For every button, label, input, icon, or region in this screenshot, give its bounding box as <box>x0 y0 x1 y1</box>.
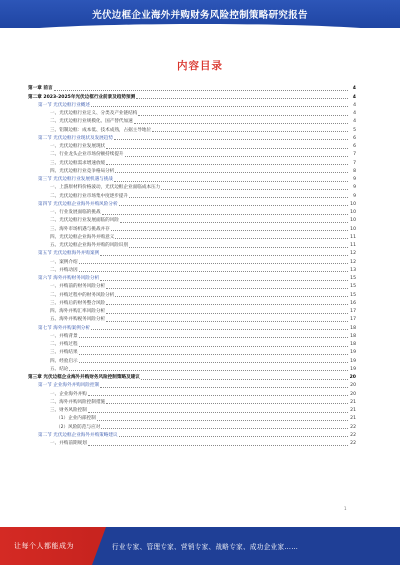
toc-entry[interactable] <box>28 158 356 166</box>
toc-entry-label: 第二节 光伏边框行业现状及发展趋势 <box>38 135 113 141</box>
toc-entry-label: 三、铝制边框：成本低、技术成熟，占据主导地位 <box>50 127 152 133</box>
toc-leader-dots <box>106 164 348 165</box>
toc-entry[interactable] <box>28 332 356 340</box>
toc-entry-page: 15 <box>350 284 356 290</box>
toc-leader-dots <box>69 370 348 371</box>
toc-entry-label: 二、行业龙头企业市场份额持续提升 <box>50 152 124 158</box>
toc-entry-page: 18 <box>350 325 356 331</box>
toc-entry-page: 11 <box>350 243 356 248</box>
toc-leader-dots <box>91 329 348 330</box>
toc-entry[interactable] <box>28 200 356 208</box>
toc-entry[interactable] <box>28 356 356 364</box>
toc-entry-page: 22 <box>350 441 356 446</box>
toc-entry-label: 一、并购前期规划 <box>50 441 87 446</box>
toc-entry-label: 第四节 光伏边框企业海外并购风险分析 <box>38 201 118 207</box>
toc-entry-page: 18 <box>350 342 356 347</box>
toc-entry-label: 第一章 前言 <box>28 86 53 92</box>
toc-entry[interactable] <box>28 348 356 356</box>
table-of-contents <box>28 84 356 447</box>
toc-entry-page: 10 <box>350 201 356 207</box>
toc-entry-label: 第二章 2023-2025年光伏边框行业前景及趋势预测 <box>28 94 136 100</box>
toc-entry-page: 21 <box>350 399 356 405</box>
toc-entry-label: 三、海外市场机遇与挑战并存 <box>50 226 110 232</box>
toc-entry[interactable] <box>28 109 356 117</box>
toc-entry-label: 二、光伏边框行业发展面临的风险 <box>50 218 119 224</box>
toc-entry-page: 4 <box>353 119 356 125</box>
toc-entry[interactable] <box>28 422 356 430</box>
toc-entry[interactable] <box>28 373 356 381</box>
toc-entry[interactable] <box>28 208 356 216</box>
toc-entry-label: 四、光伏边框行业竞争格局分析 <box>50 168 115 174</box>
toc-leader-dots <box>79 354 348 355</box>
toc-entry-label: 二、并购过程 <box>50 342 78 347</box>
toc-entry-page: 19 <box>350 366 356 372</box>
toc-leader-dots <box>129 247 348 248</box>
toc-entry-page: 12 <box>350 259 356 265</box>
toc-leader-dots <box>97 420 348 421</box>
toc-entry[interactable] <box>28 233 356 241</box>
toc-entry-label: 第三节 光伏边框行业发展机遇与挑战 <box>38 177 113 182</box>
toc-leader-dots <box>115 238 348 239</box>
toc-entry[interactable] <box>28 134 356 142</box>
toc-entry-page: 19 <box>350 350 356 356</box>
toc-entry[interactable] <box>28 175 356 183</box>
toc-entry-label: 一、企业海外并购 <box>50 391 87 397</box>
toc-entry[interactable] <box>28 117 356 125</box>
toc-entry-page: 7 <box>353 152 356 158</box>
toc-entry-page: 21 <box>350 416 356 422</box>
toc-leader-dots <box>152 131 348 132</box>
toc-entry[interactable] <box>28 323 356 331</box>
toc-leader-dots <box>119 205 348 206</box>
toc-entry-label: 二、并购过程中的财务风险分析 <box>50 292 115 298</box>
toc-leader-dots <box>79 346 348 347</box>
toc-entry-label: 第二节 光伏边框企业海外并购策略建议 <box>38 432 118 438</box>
toc-entry[interactable] <box>28 365 356 373</box>
toc-leader-dots <box>106 288 348 289</box>
toc-entry[interactable] <box>28 439 356 447</box>
toc-entry-label: 一、案例介绍 <box>50 259 78 265</box>
toc-entry[interactable] <box>28 125 356 133</box>
toc-leader-dots <box>54 90 348 91</box>
toc-entry-label: 第一节 企业海外并购风险控制 <box>38 383 100 389</box>
toc-entry-label: 一、光伏边框行业定义、分类及产业链结构 <box>50 111 138 116</box>
toc-leader-dots <box>106 313 348 314</box>
toc-entry[interactable] <box>28 257 356 265</box>
toc-entry-page: 4 <box>352 94 356 100</box>
toc-entry-page: 21 <box>350 408 356 413</box>
toc-leader-dots <box>106 148 348 149</box>
toc-entry[interactable] <box>28 101 356 109</box>
toc-entry[interactable] <box>28 299 356 307</box>
toc-leader-dots <box>115 172 348 173</box>
footer-slogan-left: 让每个人都能成为 <box>14 542 74 550</box>
toc-entry-label: 三、并购结果 <box>50 350 78 356</box>
toc-entry[interactable] <box>28 290 356 298</box>
toc-leader-dots <box>88 412 348 413</box>
toc-entry[interactable] <box>28 340 356 348</box>
toc-entry[interactable] <box>28 183 356 191</box>
toc-entry-page: 22 <box>350 432 356 438</box>
toc-leader-dots <box>136 98 348 99</box>
toc-leader-dots <box>100 387 348 388</box>
toc-entry-page: 22 <box>350 424 356 430</box>
toc-entry-page: 19 <box>350 358 356 364</box>
toc-heading: 内容目录 <box>177 60 223 72</box>
toc-entry-label: 五、光伏边框企业海外并购的风险识别 <box>50 243 129 248</box>
toc-leader-dots <box>119 436 348 437</box>
toc-entry-label: 二、海外并购风险控制措施 <box>50 399 106 405</box>
toc-entry-label: 五、结论 <box>50 366 69 372</box>
toc-entry-label: 第七节 海外并购案例分析 <box>38 325 90 331</box>
toc-leader-dots <box>129 197 348 198</box>
toc-entry[interactable] <box>28 398 356 406</box>
toc-entry-label: 第五节 光伏边框海外并购案例 <box>38 251 100 257</box>
toc-entry[interactable] <box>28 431 356 439</box>
toc-entry[interactable] <box>28 224 356 232</box>
toc-entry-page: 5 <box>353 127 356 133</box>
toc-entry-page: 10 <box>350 218 356 224</box>
toc-entry[interactable] <box>28 150 356 158</box>
toc-entry-page: 13 <box>350 267 356 273</box>
toc-leader-dots <box>79 337 348 338</box>
toc-entry-page: 9 <box>353 185 356 191</box>
toc-entry-page: 12 <box>350 251 356 257</box>
toc-entry-label: 四、海外并购汇率风险分析 <box>50 309 106 314</box>
toc-entry-page: 15 <box>350 292 356 298</box>
toc-entry-page: 10 <box>350 226 356 232</box>
toc-entry-label: 三、财务风险控制 <box>50 408 87 413</box>
toc-leader-dots <box>102 214 348 215</box>
toc-entry-label: 二、光伏边框行业规模化、国产替代加速 <box>50 119 133 125</box>
toc-leader-dots <box>79 362 348 363</box>
toc-entry-label: 一、光伏边框行业发展现状 <box>50 144 106 149</box>
toc-entry-page: 10 <box>350 210 356 215</box>
toc-entry-page: 11 <box>350 234 356 240</box>
toc-entry-label: 一、并购前的财务风险分析 <box>50 284 106 290</box>
toc-entry-label: 第六节 海外并购财务风险分析 <box>38 276 100 281</box>
toc-entry-page: 18 <box>350 333 356 339</box>
toc-entry-label: 二、光伏边框行业市场集中度逐步提升 <box>50 193 129 199</box>
footer-slogan-right: 行业专家、管理专家、营销专家、战略专家、成功企业家…… <box>112 543 299 551</box>
toc-leader-dots <box>138 115 348 116</box>
toc-entry[interactable] <box>28 241 356 249</box>
toc-leader-dots <box>125 156 348 157</box>
toc-entry-label: 一、上游原材料价格波动，光伏边框企业面临成本压力 <box>50 185 161 191</box>
toc-entry[interactable] <box>28 274 356 282</box>
toc-entry-page: 9 <box>353 177 356 182</box>
toc-entry[interactable] <box>28 249 356 257</box>
toc-leader-dots <box>106 403 348 404</box>
toc-leader-dots <box>79 263 348 264</box>
toc-entry-page: 16 <box>350 300 356 306</box>
toc-leader-dots <box>91 106 348 107</box>
toc-entry-page: 17 <box>350 317 356 323</box>
toc-entry-label: （1）企业内部控制 <box>56 416 96 422</box>
toc-leader-dots <box>115 296 348 297</box>
toc-entry[interactable] <box>28 266 356 274</box>
toc-leader-dots <box>88 395 348 396</box>
toc-entry-page: 7 <box>353 160 356 166</box>
toc-entry-page: 4 <box>353 111 356 116</box>
toc-entry-label: 四、经验启示 <box>50 358 78 364</box>
toc-entry-page: 6 <box>353 144 356 149</box>
toc-entry[interactable] <box>28 191 356 199</box>
toc-entry[interactable] <box>28 167 356 175</box>
toc-entry-page: 8 <box>353 168 356 174</box>
toc-entry-page: 4 <box>352 86 356 92</box>
toc-entry-page: 4 <box>353 102 356 108</box>
toc-leader-dots <box>100 280 348 281</box>
toc-leader-dots <box>101 428 348 429</box>
report-title: 光伏边框企业海外并购财务风险控制策略研究报告 <box>92 10 308 21</box>
toc-entry[interactable] <box>28 406 356 414</box>
toc-entry-page: 17 <box>350 309 356 314</box>
toc-entry-label: 五、海外并购税务风险分析 <box>50 317 106 323</box>
toc-leader-dots <box>79 271 348 272</box>
toc-entry-page: 20 <box>349 375 356 380</box>
toc-leader-dots <box>114 139 348 140</box>
toc-leader-dots <box>120 222 348 223</box>
toc-leader-dots <box>106 321 348 322</box>
toc-entry-label: 一、并购背景 <box>50 333 78 339</box>
toc-entry-page: 20 <box>350 383 356 389</box>
toc-leader-dots <box>134 123 348 124</box>
toc-entry-page: 20 <box>350 391 356 397</box>
toc-entry-page: 15 <box>350 276 356 281</box>
toc-entry-label: 第一节 光伏边框行业概述 <box>38 102 90 108</box>
toc-leader-dots <box>88 445 348 446</box>
toc-entry[interactable] <box>28 307 356 315</box>
toc-entry[interactable] <box>28 84 356 92</box>
page-number: 1 <box>344 506 347 511</box>
toc-entry[interactable] <box>28 315 356 323</box>
toc-entry-page: 6 <box>353 135 356 141</box>
toc-entry[interactable] <box>28 381 356 389</box>
toc-entry[interactable] <box>28 414 356 422</box>
toc-entry-label: 三、光伏边框需求增速放缓 <box>50 160 106 166</box>
toc-entry-label: 三、并购后的财务整合风险 <box>50 300 106 306</box>
toc-entry[interactable] <box>28 282 356 290</box>
toc-entry[interactable] <box>28 142 356 150</box>
footer-banner <box>0 527 400 565</box>
toc-entry[interactable] <box>28 92 356 100</box>
toc-leader-dots <box>141 379 348 380</box>
toc-leader-dots <box>111 230 348 231</box>
toc-leader-dots <box>106 304 348 305</box>
toc-entry-label: 四、光伏边框企业海外并购意义 <box>50 234 115 240</box>
toc-leader-dots <box>161 189 348 190</box>
toc-entry-label: 二、并购动因 <box>50 267 78 273</box>
toc-entry[interactable] <box>28 216 356 224</box>
toc-leader-dots <box>100 255 348 256</box>
toc-entry-label: 第三章 光伏边框企业海外并购财务风险控制策略及建议 <box>28 375 140 380</box>
toc-entry[interactable] <box>28 389 356 397</box>
toc-entry-label: 一、行业发展面临的挑战 <box>50 210 101 215</box>
toc-leader-dots <box>114 181 348 182</box>
toc-entry-page: 9 <box>353 193 356 199</box>
toc-entry-label: （2）风险防范与应对 <box>56 424 101 430</box>
